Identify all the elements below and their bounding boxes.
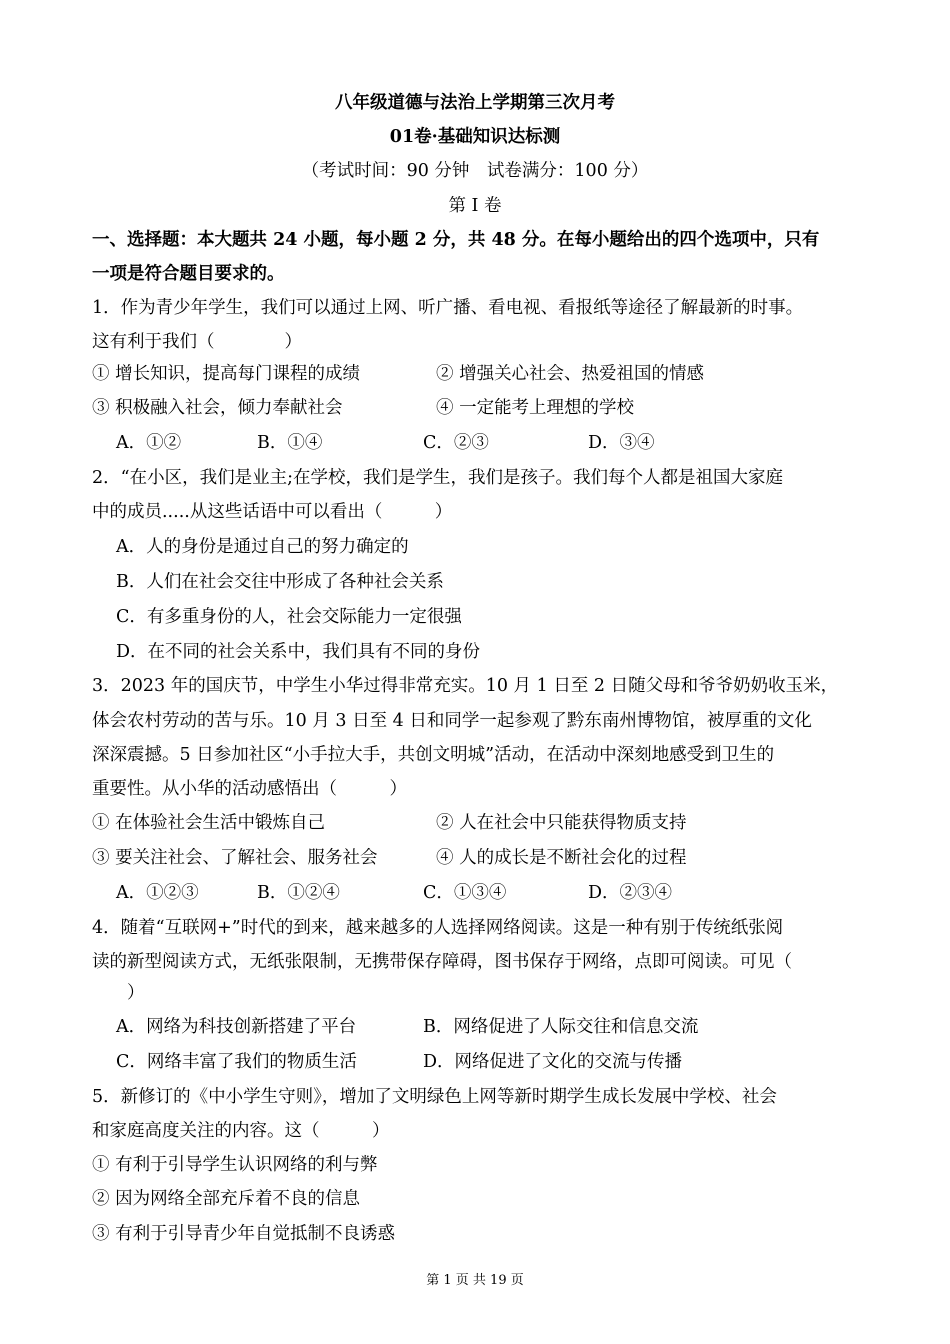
question-stem: ）	[92, 983, 145, 1003]
option-a: A．网络为科技创新搭建了平台	[116, 1017, 357, 1037]
statement-item: ① 有利于引导学生认识网络的利与弊	[92, 1155, 378, 1175]
option-c: C．①③④	[423, 883, 507, 903]
question-stem: 2．“在小区，我们是业主;在学校，我们是学生，我们是孩子。我们每个人都是祖国大家庭	[92, 468, 783, 488]
question-stem: 这有利于我们（ ）	[92, 332, 302, 352]
exam-title: 八年级道德与法治上学期第三次月考	[335, 93, 615, 113]
volume-label: 第 I 卷	[448, 196, 502, 216]
option-b: B．网络促进了人际交往和信息交流	[423, 1017, 699, 1037]
option-c: C．有多重身份的人，社会交际能力一定很强	[116, 607, 462, 627]
exam-subtitle: 01卷·基础知识达标测	[389, 127, 561, 147]
question-stem: 4．随着“互联网+”时代的到来，越来越多的人选择网络阅读。这是一种有别于传统纸张阅	[92, 918, 784, 938]
option-d: D．②③④	[588, 883, 673, 903]
statement-item: ② 增强关心社会、热爱祖国的情感	[436, 364, 705, 384]
option-b: B．人们在社会交往中形成了各种社会关系	[116, 572, 444, 592]
page-footer: 第 1 页 共 19 页	[426, 1273, 524, 1288]
question-stem: 1．作为青少年学生，我们可以通过上网、听广播、看电视、看报纸等途径了解最新的时事。	[92, 298, 804, 318]
option-a: A．①②③	[116, 883, 199, 903]
section-heading-cont: 一项是符合题目要求的。	[92, 264, 285, 284]
statement-item: ③ 有利于引导青少年自觉抵制不良诱惑	[92, 1224, 396, 1244]
statement-item: ① 增长知识，提高每门课程的成绩	[92, 364, 361, 384]
question-stem: 体会农村劳动的苦与乐。10 月 3 日至 4 日和同学一起参观了黔东南州博物馆，被厚重的文化	[92, 711, 812, 731]
exam-info: （考试时间：90 分钟 试卷满分：100 分）	[301, 161, 649, 181]
section-heading: 一、选择题：本大题共 24 小题，每小题 2 分，共 48 分。在每小题给出的四个选项中，只有	[92, 230, 820, 250]
question-stem: 读的新型阅读方式，无纸张限制，无携带保存障碍，图书保存于网络，点即可阅读。可见（	[92, 952, 792, 972]
question-stem: 重要性。从小华的活动感悟出（ ）	[92, 779, 407, 799]
option-b: B．①④	[257, 433, 323, 453]
statement-item: ④ 人的成长是不断社会化的过程	[436, 848, 687, 868]
option-d: D．网络促进了文化的交流与传播	[423, 1052, 683, 1072]
option-c: C．网络丰富了我们的物质生活	[116, 1052, 357, 1072]
statement-item: ① 在体验社会生活中锻炼自己	[92, 813, 326, 833]
option-a: A．①②	[116, 433, 182, 453]
statement-item: ③ 积极融入社会，倾力奉献社会	[92, 398, 343, 418]
option-b: B．①②④	[257, 883, 340, 903]
question-stem: 3．2023 年的国庆节，中学生小华过得非常充实。10 月 1 日至 2 日随父母和爷爷奶奶收玉米，	[92, 676, 839, 696]
statement-item: ② 因为网络全部充斥着不良的信息	[92, 1189, 361, 1209]
statement-item: ④ 一定能考上理想的学校	[436, 398, 635, 418]
statement-item: ② 人在社会中只能获得物质支持	[436, 813, 687, 833]
option-a: A．人的身份是通过自己的努力确定的	[116, 537, 409, 557]
question-stem: 中的成员.....从这些话语中可以看出（ ）	[92, 502, 453, 522]
option-d: D．③④	[588, 433, 655, 453]
question-stem: 和家庭高度关注的内容。这（ ）	[92, 1121, 390, 1141]
option-c: C．②③	[423, 433, 489, 453]
question-stem: 深深震撼。5 日参加社区“小手拉大手，共创文明城”活动，在活动中深刻地感受到卫生的	[92, 745, 775, 765]
statement-item: ③ 要关注社会、了解社会、服务社会	[92, 848, 378, 868]
question-stem: 5．新修订的《中小学生守则》，增加了文明绿色上网等新时期学生成长发展中学校、社会	[92, 1087, 777, 1107]
option-d: D．在不同的社会关系中，我们具有不同的身份	[116, 642, 481, 662]
